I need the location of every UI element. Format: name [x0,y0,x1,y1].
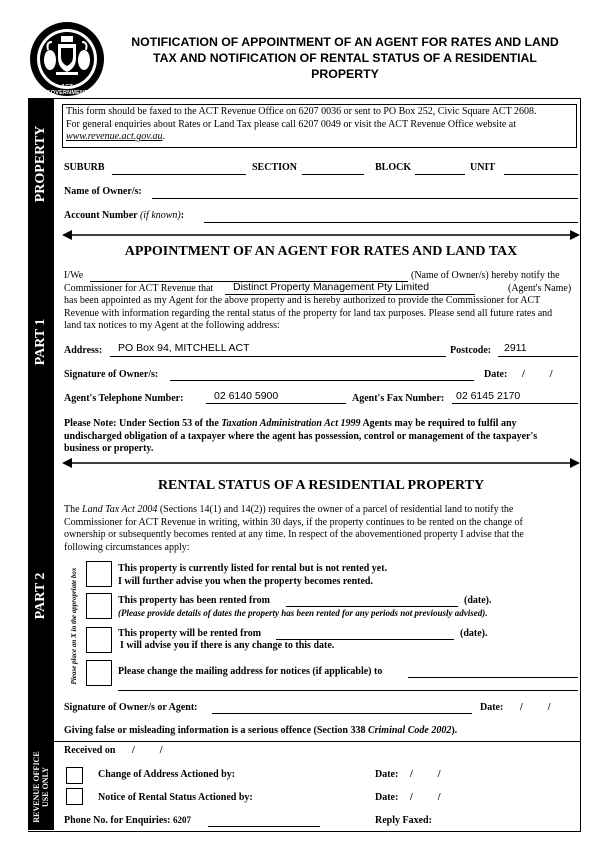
option-rented-date-caption: (date). [464,595,492,606]
part1-date-label: Date: [484,369,508,380]
enquiries-phone-text: Phone No. for Enquiries: [64,815,171,826]
notice-rental-date-label: Date: [375,792,399,803]
note-line3: business or property. [64,443,154,454]
sidebar-revenue-line2: USE ONLY [41,767,50,807]
intro-text [66,106,574,144]
notice-rental-checkbox[interactable] [66,788,83,805]
sidebar-property [28,98,54,230]
warning-start: Giving false or misleading information is a serious offence (Section 338 [64,725,368,736]
option-listed-line2: I will further advise you when the property becomes rented. [118,575,373,587]
appointment-line3: land tax notices to my Agent at the following address: [64,320,280,331]
option-rented-label: This property has been rented from [118,595,270,606]
address-field[interactable] [110,356,446,357]
part2-date-label: Date: [480,702,504,713]
address-value[interactable]: PO Box 94, MITCHELL ACT [118,342,250,354]
note-line2: undischarged obligation of a taxpayer where the agent has possession, control or management of the taxpayer's [64,430,538,442]
website-period: . [162,131,165,142]
option-will-rent-advise: I will advise you if there is any change to this date. [120,640,335,651]
section-field[interactable] [302,174,364,175]
agent-fax-value[interactable]: 02 6145 2170 [456,390,521,402]
account-number-hint: (if known) [139,210,181,221]
owner-agent-signature-field[interactable] [212,713,472,714]
part2-date-field[interactable]: / / [520,702,551,713]
note-line1-end: Agents may be required to fulfil any [360,418,517,429]
part2-heading: RENTAL STATUS OF A RESIDENTIAL PROPERTY [157,478,485,493]
form-title-line2: TAX AND NOTIFICATION OF RENTAL STATUS OF A RESIDENTIAL [153,51,537,65]
sidebar-part1-label: PART 1 [33,318,48,366]
land-tax-line4: following circumstances apply: [64,541,190,553]
option-will-rent-label: This property will be rented from [118,628,262,639]
commissioner-text: Commissioner for ACT Revenue that [64,283,214,294]
owner-signature-label: Signature of Owner/s: [64,369,159,380]
agent-obligation-note [64,418,578,456]
land-tax-line3: ownership or subsequently becomes rented at any time. In respect of the abovementioned property I advise that the [64,529,524,540]
intro-line3 [66,131,574,144]
appointment-line1: has been appointed as my Agent for the above property and is hereby authorized to provide the Commissioner for ACT [64,295,541,306]
block-field[interactable] [415,174,465,175]
agent-phone-label: Agent's Telephone Number: [64,393,184,404]
double-arrow-divider-icon [62,229,580,241]
land-tax-line1 [64,504,578,517]
received-on-date-field[interactable]: / / [132,745,163,756]
agent-phone-value[interactable]: 02 6140 5900 [214,390,279,402]
sidebar-part2 [28,458,54,742]
unit-field[interactable] [504,174,578,175]
owner-names-caption: (Name of Owner/s) hereby notify the [411,270,560,281]
option-will-rent-date-caption: (date). [460,628,488,639]
part1-heading: APPOINTMENT OF AN AGENT FOR RATES AND LAND TAX [124,244,518,259]
reply-faxed-label: Reply Faxed: [375,815,432,826]
sidebar-property-label: PROPERTY [33,125,48,203]
option-mailing-address-label: Please change the mailing address for notices (if applicable) to [118,666,383,677]
sidebar-part1 [28,230,54,458]
intro-line2: For general enquiries about Rates or Land Tax please call 6207 0049 or visit the ACT Revenue Office website at [66,118,517,130]
logo-caption: ACT GOVERNMENT [46,84,88,96]
place-x-instruction: Please place an X in the appropriate box [70,567,78,685]
change-address-actioned-field[interactable] [246,780,352,781]
block-label: BLOCK [375,162,412,173]
option-listed-checkbox[interactable] [86,561,112,587]
mailing-address-field-1[interactable] [408,677,578,678]
unit-label: UNIT [470,162,496,173]
sidebar-part2-label: PART 2 [33,572,48,620]
note-act-name: Taxation Administration Act 1999 [221,418,361,429]
account-number-colon: : [180,210,185,221]
agent-fax-label: Agent's Fax Number: [352,393,445,404]
change-address-date-label: Date: [375,769,399,780]
sidebar-revenue-line1: REVENUE OFFICE [32,751,41,823]
enquiries-phone-prefix: 6207 [173,815,191,825]
option-listed-line1: This property is currently listed for rental but is not rented yet. [118,563,388,574]
enquiries-phone-field[interactable] [208,826,320,827]
website-link[interactable]: www.revenue.act.gov.au [66,131,163,142]
mailing-address-field-2[interactable] [118,690,578,691]
note-line1-start: Please Note: Under Section 53 of the [64,418,222,429]
agent-fax-field[interactable] [452,403,578,404]
account-number-field[interactable] [204,222,578,223]
appointment-line2: Revenue with information regarding the rental status of the property for land tax purposes. Please send all future rates and [64,307,553,319]
received-on-label: Received on [64,745,116,756]
appointment-paragraph [64,295,578,333]
warning-code-name: Criminal Code 2002 [367,725,452,736]
iwe-label: I/We [64,270,84,281]
land-tax-line2: Commissioner for ACT Revenue in writing, within 30 days, if the property continues to be rented on the change of [64,516,523,528]
change-address-label: Change of Address Actioned by: [98,769,236,780]
note-line1 [64,418,578,431]
option-listed-text [118,563,387,588]
notice-rental-date-field[interactable]: / / [410,792,441,803]
owner-name-label: Name of Owner/s: [64,186,142,197]
section-label: SECTION [252,162,298,173]
suburb-label: SUBURB [64,162,105,173]
option-will-rent-checkbox[interactable] [86,627,112,653]
rented-from-date-field[interactable] [286,606,458,607]
agent-phone-field[interactable] [206,403,346,404]
suburb-field[interactable] [112,174,246,175]
form-title [110,34,580,82]
form-title-line3: PROPERTY [311,67,379,81]
land-tax-intro [64,504,578,554]
form-title-line1: NOTIFICATION OF APPOINTMENT OF AN AGENT FOR RATES AND LAND [131,35,559,49]
agent-name-value[interactable]: Distinct Property Management Pty Limited [233,281,430,293]
option-rented-details: (Please provide details of dates the property has been rented for any periods not previously advised). [118,608,488,618]
address-label: Address: [64,345,103,356]
change-address-date-field[interactable]: / / [410,769,441,780]
part1-date-field[interactable]: / / [522,369,553,380]
notice-rental-label: Notice of Rental Status Actioned by: [98,792,253,803]
double-arrow-divider-icon-2 [62,457,580,469]
sidebar-revenue-office [28,742,54,830]
change-address-checkbox[interactable] [66,767,83,784]
agent-name-caption: (Agent's Name) [508,283,572,294]
owner-name-field[interactable] [152,198,578,199]
office-section-divider [54,741,580,742]
land-tax-line1-start: The [64,504,83,515]
account-number-label [64,210,184,221]
owner-agent-signature-label: Signature of Owner/s or Agent: [64,702,198,713]
land-tax-act-name: Land Tax Act 2004 [82,504,158,515]
postcode-label: Postcode: [450,345,492,356]
false-info-warning [64,725,457,736]
sidebar-revenue-label [32,745,50,829]
land-tax-line1-end: (Sections 14(1) and 14(2)) requires the owner of a parcel of residential land to notify the [157,504,514,515]
warning-end: ). [451,725,458,736]
postcode-field[interactable] [498,356,578,357]
account-number-text: Account Number [64,210,138,221]
option-rented-checkbox[interactable] [86,593,112,619]
owner-signature-field[interactable] [170,380,474,381]
postcode-value[interactable]: 2911 [504,342,527,354]
option-mailing-address-checkbox[interactable] [86,660,112,686]
enquiries-phone-label [64,815,191,826]
intro-line1: This form should be faxed to the ACT Revenue Office on 6207 0036 or sent to PO Box 252, Civic Square ACT 2608. [66,106,537,117]
